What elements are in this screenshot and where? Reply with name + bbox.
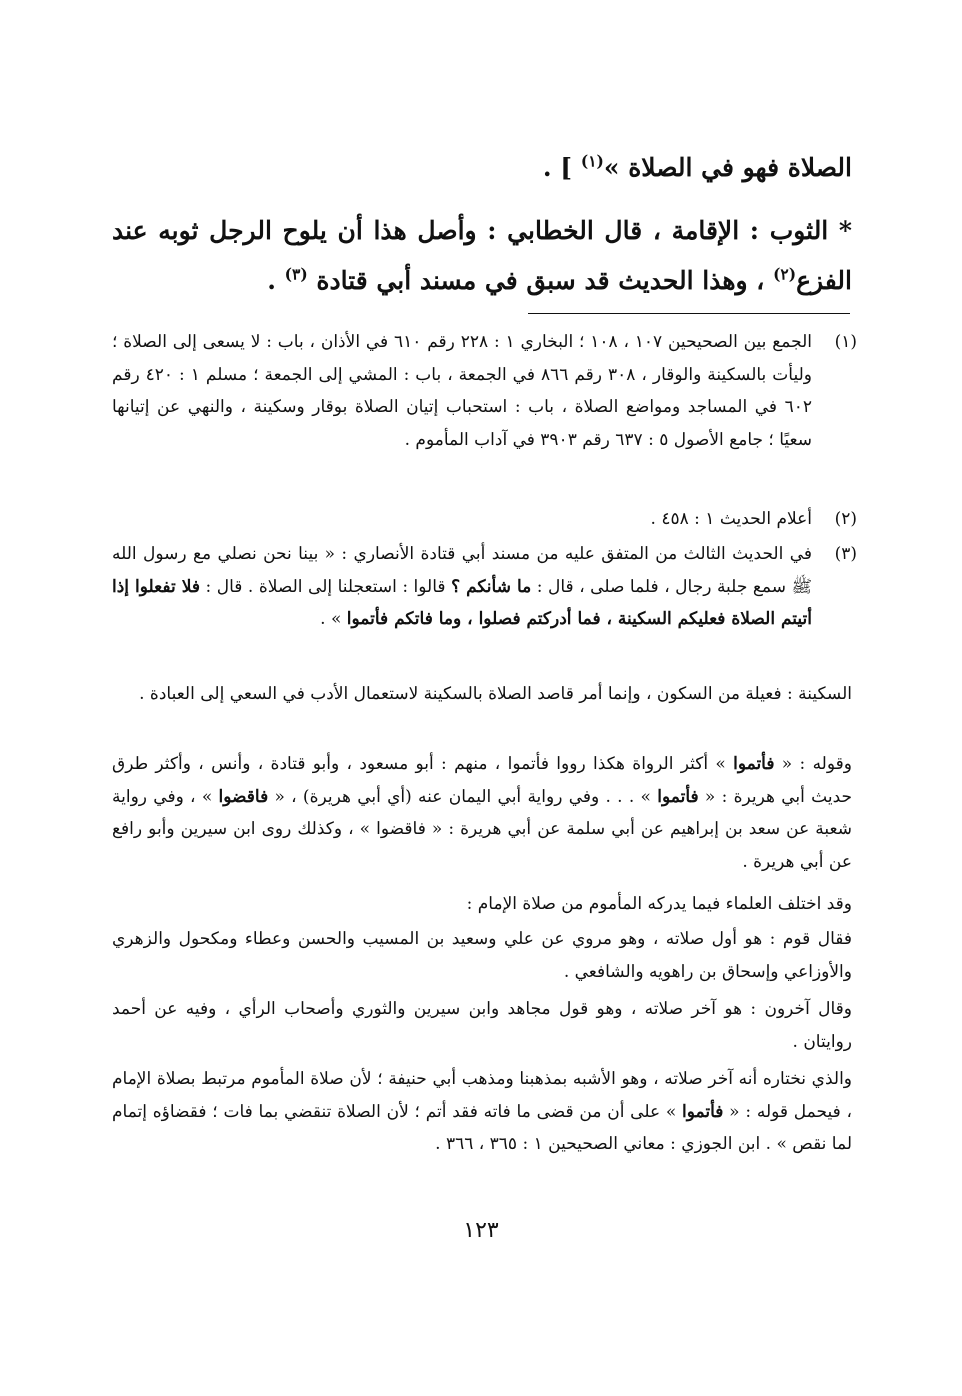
footnote-3-part-2: قالوا : استعجلنا إلى الصلاة . قال : (200, 576, 452, 597)
thawb-text-3: . (267, 266, 285, 295)
note-akharun: وقال آخرون : هو آخر صلاته ، وهو قول مجاهد وابن سيرين والثوري وأصحاب الرأي ، وفيه عن أحمد روايتان . (112, 999, 852, 1052)
footnote-3-bold-1: ما شأنكم ؟ (451, 576, 532, 597)
footnote-1-text: الجمع بين الصحيحين ١٠٧ ، ١٠٨ ؛ البخاري ١ : ٢٢٨ رقم ٦١٠ في الأذان ، باب : لا يسعى إلى الصلاة ؛ وليأت بالسكينة والوقار ، ٣٠٨ رقم ٨٦٦ في الجمعة ، باب : المشي إلى الجمعة ؛ مسلم ١ : ٤٢٠ رقم ٦٠٢ في المساجد ومواضع الصلاة ، باب : استحباب إتيان الصلاة بوقار وسكينة ، والنهي عن إتيانها سعيًا ؛ جامع الأصول ٥ : ٦٣٧ رقم ٣٩٠٣ في آداب المأموم . (112, 332, 812, 450)
footnote-separator (528, 313, 850, 314)
footnote-3 (112, 538, 857, 636)
footnote-1-number: (١) (834, 332, 857, 352)
qawluhu-bold-3: فاقضوا (218, 786, 269, 807)
thawb-text-2: ، وهذا الحديث قد سبق في مسند أبي قتادة (307, 266, 774, 295)
footnote-3-part-3: » . (320, 609, 347, 629)
note-qawluhu (112, 748, 852, 878)
nakhtar-part-1: والذي نختاره أنه آخر صلاته ، وهو الأشبه بمذهبنا ومذهب أبي حنيفة ؛ لأن صلاة المأموم مرتبط بصلاة الإمام ، فيحمل قوله : « (112, 1069, 852, 1122)
thawb-paragraph (112, 206, 852, 306)
qawluhu-bold-2: فأتموا (657, 786, 699, 807)
hadith-closing-line (112, 146, 852, 190)
qawluhu-bold-1: فأتموا (733, 754, 775, 774)
footnote-2 (112, 503, 857, 536)
footnote-ref-1: (١) (580, 151, 604, 171)
qawluhu-part-4: » ، وفي رواية شعبة عن سعد بن إبراهيم عن أبي سلمة عن أبي هريرة : « فاقضوا » ، وكذلك روى ابن سيرين وأبو رافع عن أبي هريرة . (112, 786, 852, 872)
note-ikhtilaf: وقد اختلف العلماء فيما يدركه المأموم من صلاة الإمام : (466, 894, 852, 914)
note-nakhtar (112, 1063, 852, 1161)
nakhtar-bold-1: فأتموا (682, 1101, 724, 1122)
qawluhu-part-2: » أكثر الرواة هكذا رووا فأتموا ، منهم : أبو مسعود ، وأبو قتادة ، وأنس ، وأكثر طرق حديث أبي هريرة : « (112, 754, 853, 807)
nakhtar-part-2: » على أن من قضى ما فاته فقد أتم ؛ لأن الصلاة تنقضي بما فات ؛ فقضاؤه إتمام لما نقص » . ابن الجوزي : معاني الصحيحين ١ : ٣٦٥ ، ٣٦٦ . (112, 1101, 852, 1154)
footnote-3-part-1: في الحديث الثالث من المتفق عليه من مسند أبي قتادة الأنصاري : « بينا نحن نصلي مع رسول الله ﷺ سمع جلبة رجال ، فلما صلى ، قال : (112, 544, 812, 597)
qawluhu-part-3: » . . . وفي رواية أبي اليمان عنه (أي أبي هريرة) ، « (268, 786, 658, 807)
footnote-3-bold-2: فلا تفعلوا إذا أتيتم الصلاة فعليكم السكينة ، فما أدركتم فصلوا ، وما فاتكم فأتموا (112, 576, 812, 629)
footnote-2-text: أعلام الحديث ١ : ٤٥٨ . (650, 509, 812, 529)
note-qawm: فقال قوم : هو أول صلاته ، وهو مروي عن علي وسعيد بن المسيب والحسن وعطاء ومكحول والزهري والأوزاعي وإسحاق بن راهويه والشافعي . (112, 929, 852, 982)
hadith-closing-text: الصلاة فهو في الصلاة » (603, 153, 852, 182)
note-sakina: السكينة : فعيلة من السكون ، وإنما أمر قاصد الصلاة بالسكينة لاستعمال الأدب في السعي إلى العبادة . (139, 684, 852, 704)
qawluhu-part-1: وقوله : « (774, 754, 852, 774)
footnote-ref-2: (٢) (773, 264, 797, 284)
footnote-3-number: (٣) (834, 544, 857, 564)
footnote-3-text (112, 538, 812, 636)
footnote-1 (112, 326, 857, 456)
footnote-ref-3: (٣) (284, 264, 308, 284)
page-number: ١٢٣ (463, 1218, 499, 1243)
thawb-text-1: * الثوب : الإقامة ، قال الخطابي : وأصل هذا أن يلوح الرجل ثوبه عند الفزع (112, 216, 852, 295)
hadith-closing-tail: ] . (542, 153, 581, 182)
footnote-2-number: (٢) (834, 509, 857, 529)
